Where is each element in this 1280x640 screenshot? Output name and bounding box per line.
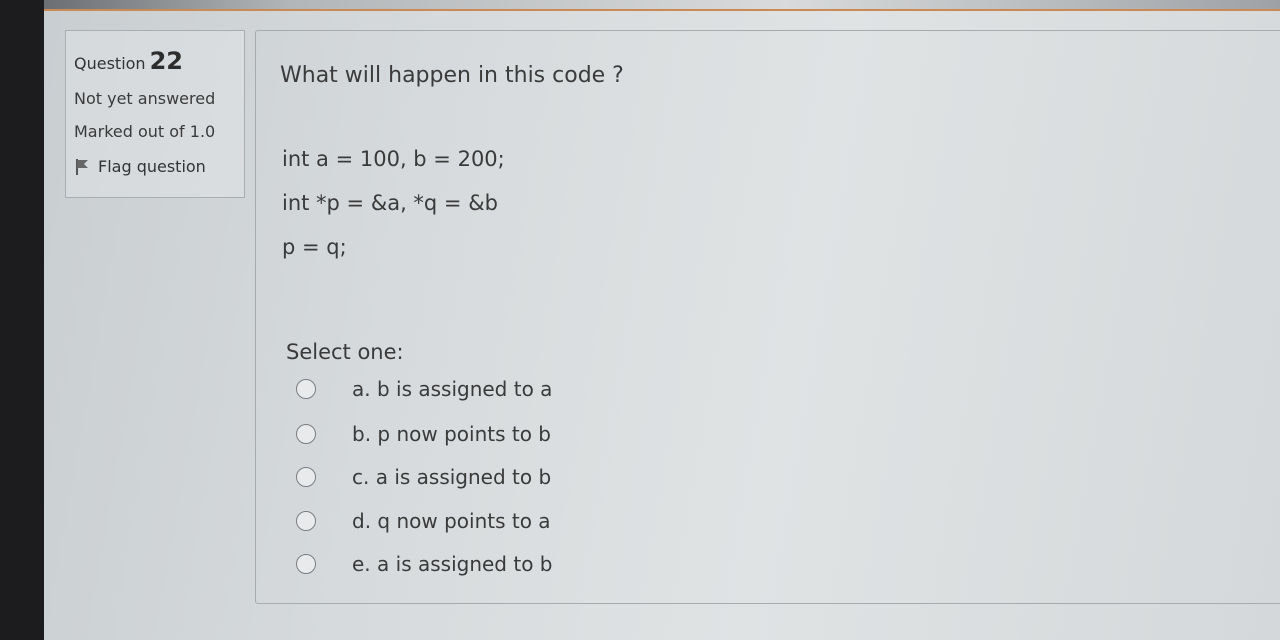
answer-option-b[interactable] (296, 419, 551, 449)
radio-button[interactable] (296, 379, 316, 399)
answer-label: d. q now points to a (352, 509, 551, 533)
answer-option-d[interactable] (296, 506, 551, 536)
answer-option-a[interactable] (296, 374, 552, 404)
radio-button[interactable] (296, 554, 316, 574)
answer-label: c. a is assigned to b (352, 465, 552, 489)
radio-button[interactable] (296, 424, 316, 444)
top-bar (44, 0, 1280, 11)
flag-question-label: Flag question (98, 157, 206, 176)
answer-label: a. b is assigned to a (352, 377, 553, 401)
answer-option-c[interactable] (296, 462, 551, 492)
flag-icon (74, 158, 90, 176)
question-number (74, 47, 244, 75)
radio-button[interactable] (296, 511, 316, 531)
question-content (255, 30, 1280, 604)
question-status: Not yet answered (74, 89, 216, 108)
code-line: int *p = &a, *q = &b (282, 191, 498, 215)
answer-label: b. p now points to b (352, 422, 552, 446)
code-line: int a = 100, b = 200; (282, 147, 505, 171)
question-text: What will happen in this code ? (280, 63, 624, 88)
question-label: Question (74, 54, 146, 73)
flag-question-button[interactable] (74, 157, 244, 176)
question-info-panel (65, 30, 245, 198)
question-marks: Marked out of 1.0 (74, 122, 216, 141)
answer-option-e[interactable] (296, 549, 552, 579)
select-one-prompt: Select one: (286, 340, 404, 364)
code-line: p = q; (282, 235, 347, 259)
quiz-screen (44, 0, 1280, 640)
question-number-value: 22 (149, 47, 183, 75)
radio-button[interactable] (296, 467, 316, 487)
answer-label: e. a is assigned to b (352, 552, 553, 576)
